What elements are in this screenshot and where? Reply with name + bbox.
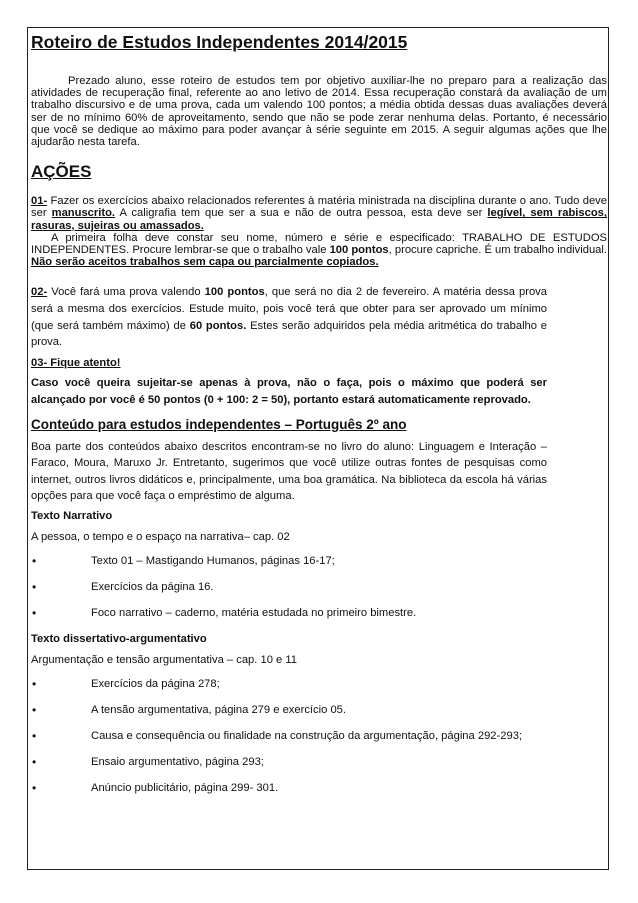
- list-item: [31, 579, 547, 596]
- item-03-text: Caso você queira sujeitar-se apenas à prova, não o faça, pois o máximo que poderá ser alcançado por você é 50 pontos (0 + 100: 2 = 50), portanto estará automaticamente reprovado.: [31, 377, 547, 406]
- bullet-list-dissertativo: [31, 676, 547, 797]
- chapter-dissertativo: Argumentação e tensão argumentativa – cap. 10 e 11: [31, 653, 297, 666]
- bullet-icon: •: [32, 729, 37, 744]
- item-02-number: 02-: [31, 286, 48, 299]
- item-02-text-b: , que será no dia 2 de fevereiro. A matéria dessa prova será a mesma dos exercícios. Estude muito, pois você terá que obter para ser aprovado um mínimo (que será também máximo) de: [31, 286, 547, 332]
- item-01-text-a: Fazer os exercícios abaixo relacionados referentes à matéria ministrada na disciplina durante o ano. Tudo deve ser: [31, 195, 607, 220]
- bullet-list-narrativo: [31, 553, 547, 622]
- minimum-points: 60 pontos.: [189, 319, 247, 332]
- bullet-icon: •: [32, 703, 37, 718]
- item-02-text-a: Você fará uma prova valendo: [47, 286, 205, 299]
- warning-copies: Não serão aceitos trabalhos sem capa ou parcialmente copiados.: [31, 256, 379, 269]
- list-item-text: Texto 01 – Mastigando Humanos, páginas 16-17;: [91, 555, 335, 568]
- trabalho-value: 100 pontos: [329, 244, 389, 257]
- bullet-icon: •: [32, 606, 37, 621]
- conteudo-heading: Conteúdo para estudos independentes – Português 2º ano: [31, 416, 407, 432]
- list-item-text: Ensaio argumentativo, página 293;: [91, 756, 264, 769]
- document-body: [31, 32, 607, 806]
- legivel-emphasis: legível, sem rabiscos, rasuras, sujeiras ou amassados.: [31, 207, 607, 232]
- list-item-text: Anúncio publicitário, página 299- 301.: [91, 782, 279, 795]
- list-item-text: Exercícios da página 16.: [91, 581, 214, 594]
- section-items: [31, 284, 547, 796]
- section-title-dissertativo: Texto dissertativo-argumentativo: [31, 633, 207, 646]
- intro-text: Prezado aluno, esse roteiro de estudos tem por objetivo auxiliar-lhe no preparo para a realização das atividades de recuperação final, referente ao ano letivo de 2014. Essa recuperação constará da avaliação de um trabalho discursivo e de uma prova, cada um valendo 100 pontos; a média obtida dessas duas avaliações deverá ser de no mínimo 60% de aproveitamento, sendo que não se pode zerar nenhuma delas. Portanto, é necessário que você se dedique ao máximo para poder avançar à série seguinte em 2015. A seguir algumas ações que lhe ajudarão nesta tarefa.: [31, 75, 607, 149]
- item-03-heading: 03- Fique atento!: [31, 356, 121, 369]
- item-01-paragraph-2: [31, 232, 607, 269]
- bullet-icon: •: [32, 580, 37, 595]
- item-02: [31, 284, 547, 350]
- acoes-heading: AÇÕES: [31, 162, 92, 182]
- list-item: [31, 754, 547, 771]
- prova-value: 100 pontos: [204, 286, 265, 299]
- list-item-text: Causa e consequência ou finalidade na construção da argumentação, página 292-293;: [91, 730, 523, 743]
- bullet-icon: •: [32, 755, 37, 770]
- list-item: [31, 728, 547, 745]
- section-title-narrativo: Texto Narrativo: [31, 509, 113, 522]
- document-title: Roteiro de Estudos Independentes 2014/2015: [31, 32, 408, 52]
- item-01-para2-b: , procure capriche. É um trabalho individual.: [388, 244, 607, 257]
- list-item-text: A tensão argumentativa, página 279 e exercício 05.: [91, 704, 346, 717]
- conteudo-intro: Boa parte dos conteúdos abaixo descritos encontram-se no livro do aluno: Linguagem e Interação – Faraco, Moura, Maruxo Jr. Entretanto, sugerimos que você utilize outras fontes de pesquisas como internet, outros livros didáticos e, principalmente, uma boa gramática. Na biblioteca da escola há várias opções para que você faça o empréstimo de alguma.: [31, 440, 547, 503]
- list-item: [31, 702, 547, 719]
- bullet-icon: •: [32, 677, 37, 692]
- list-item: [31, 676, 547, 693]
- bullet-icon: •: [32, 781, 37, 796]
- list-item-text: Foco narrativo – caderno, matéria estudada no primeiro bimestre.: [91, 607, 417, 620]
- list-item-text: Exercícios da página 278;: [91, 678, 220, 691]
- list-item: [31, 605, 547, 622]
- item-01-para2-a: A primeira folha deve constar seu nome, número e série e especificado: TRABALHO DE ESTUDOS INDEPENDENTES. Procure lembrar-se que o trabalho vale: [31, 231, 607, 257]
- list-item: [31, 780, 547, 797]
- intro-paragraph: [31, 75, 607, 148]
- item-02-text-c: Estes serão adquiridos pela média aritmética do trabalho e prova.: [31, 319, 547, 349]
- item-01: [31, 195, 607, 232]
- manuscrito-emphasis: manuscrito.: [51, 207, 116, 220]
- item-01-text-b: A caligrafia tem que ser a sua e não de outra pessoa, esta deve ser: [115, 207, 488, 220]
- bullet-icon: •: [32, 554, 37, 569]
- chapter-narrativo: A pessoa, o tempo e o espaço na narrativa– cap. 02: [31, 530, 290, 543]
- list-item: [31, 553, 547, 570]
- item-01-number: 01-: [31, 195, 48, 208]
